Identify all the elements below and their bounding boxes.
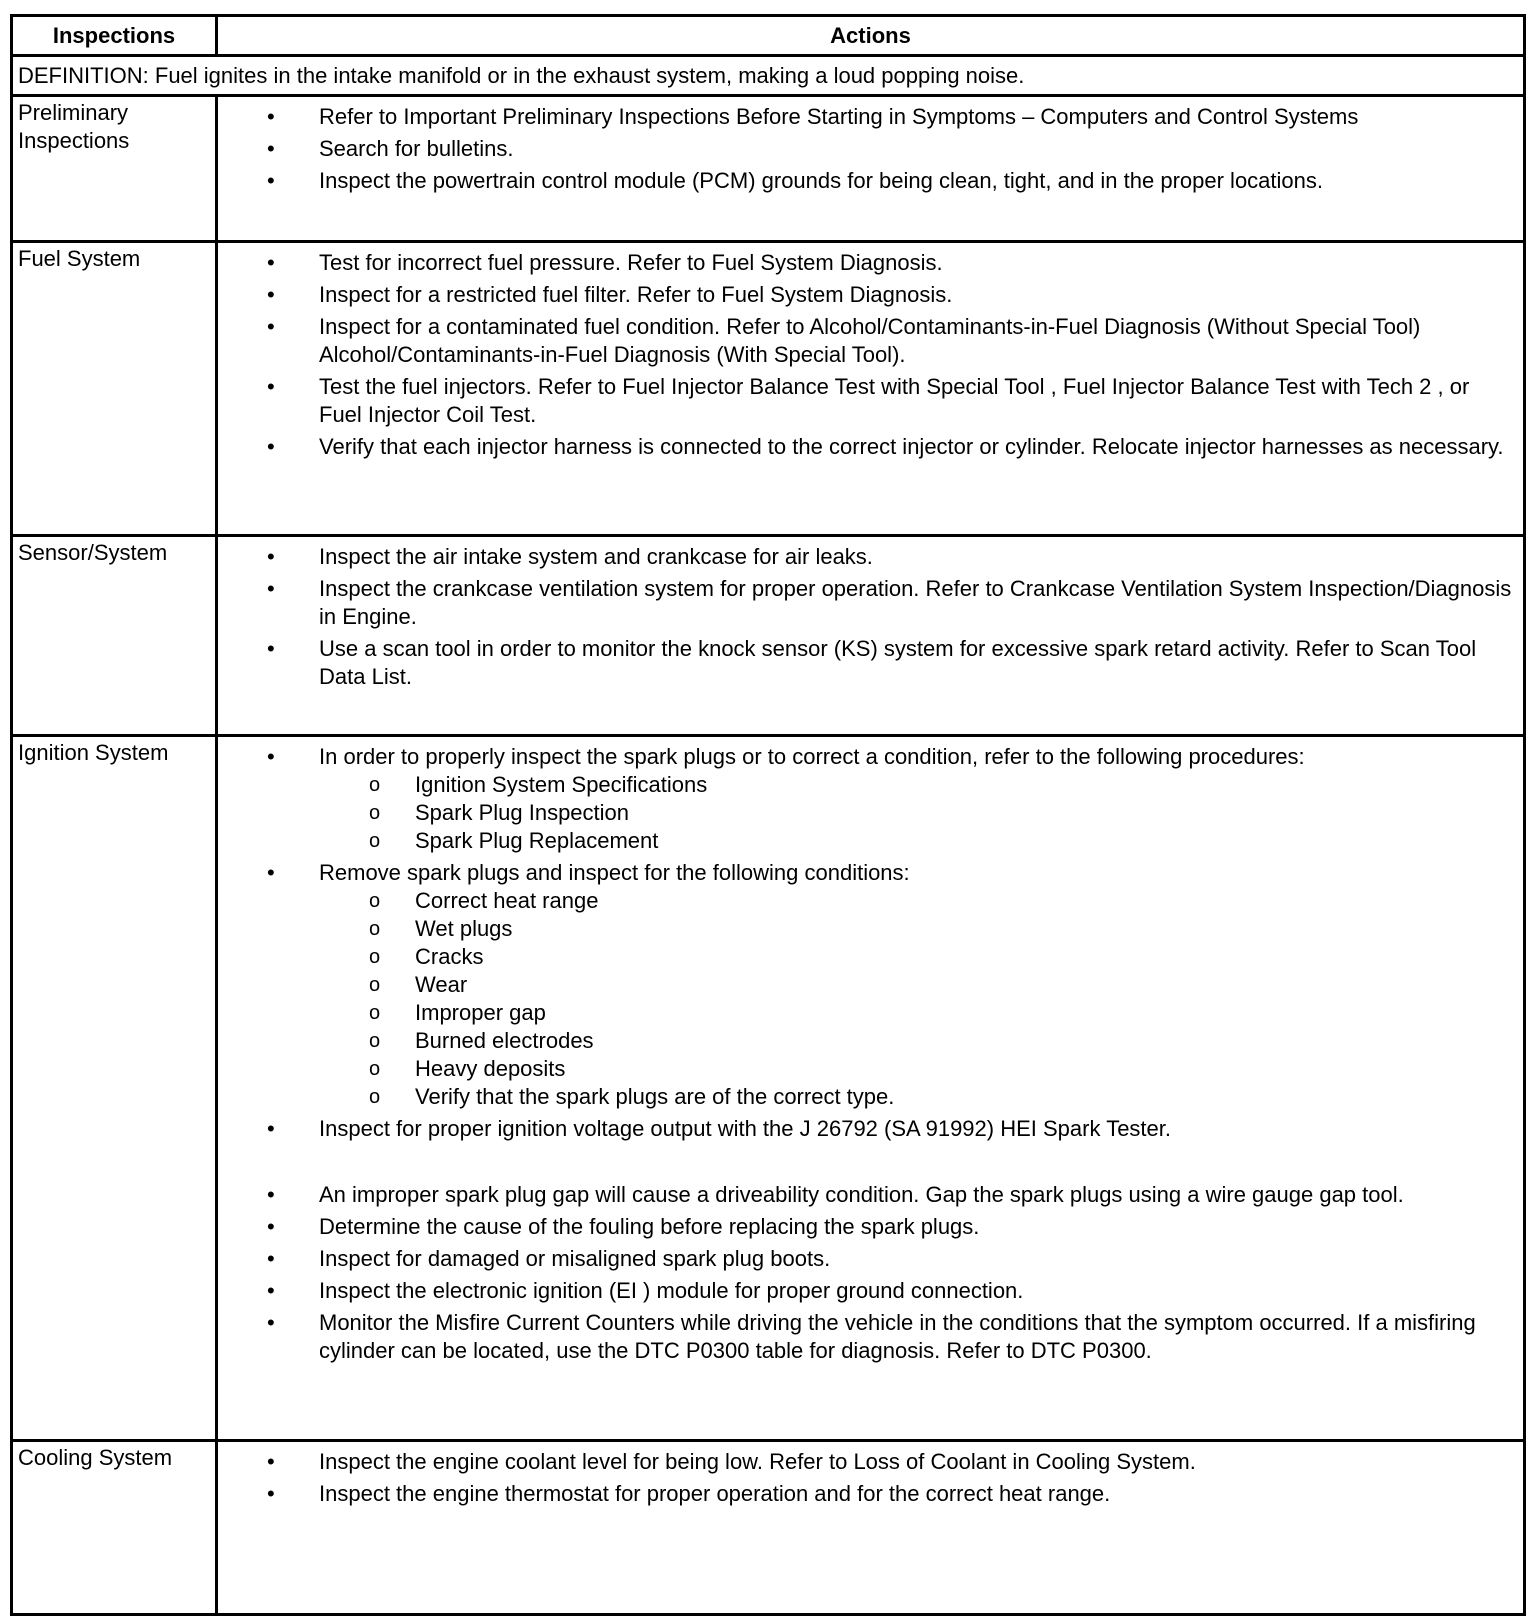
row-label: Preliminary Inspections — [18, 100, 130, 153]
action-item — [218, 1480, 1518, 1508]
action-item — [218, 433, 1518, 461]
action-item — [218, 1448, 1518, 1476]
sub-list — [319, 887, 1518, 1111]
action-text: Inspect the engine thermostat for proper operation and for the correct heat range. — [319, 1481, 1111, 1506]
definition-row — [13, 57, 1523, 97]
action-list — [218, 1448, 1518, 1512]
action-item — [218, 1277, 1518, 1305]
row-label: Ignition System — [18, 740, 169, 765]
definition-text: DEFINITION: Fuel ignites in the intake manifold or in the exhaust system, making a loud popping noise. — [18, 63, 1025, 88]
column-divider — [215, 97, 218, 1613]
table-header-row — [13, 17, 1523, 57]
table-row — [13, 737, 1523, 1442]
action-item — [218, 1213, 1518, 1241]
action-text: Inspect for a contaminated fuel condition. Refer to Alcohol/Contaminants-in-Fuel Diagnosis (Without Special Tool) Alcohol/Contaminants-in-Fuel Diagnosis (With Special Tool). — [319, 314, 1421, 367]
action-text: Inspect the air intake system and crankcase for air leaks. — [319, 544, 873, 569]
table-row — [13, 1442, 1523, 1613]
header-actions: Actions — [830, 22, 911, 48]
action-item — [218, 543, 1518, 571]
row-label: Sensor/System — [18, 540, 168, 565]
sub-item: o Cracks — [319, 943, 1518, 971]
action-list — [218, 543, 1518, 695]
action-list — [218, 103, 1518, 199]
sub-item: o Improper gap — [319, 999, 1518, 1027]
action-item — [218, 1181, 1518, 1209]
action-item — [218, 635, 1518, 691]
sub-item: o Verify that the spark plugs are of the correct type. — [319, 1083, 1518, 1111]
action-text: In order to properly inspect the spark plugs or to correct a condition, refer to the following procedures: — [319, 744, 1305, 769]
action-text: Search for bulletins. — [319, 136, 514, 161]
column-divider — [215, 17, 218, 54]
action-item — [218, 859, 1518, 1111]
action-text: An improper spark plug gap will cause a driveability condition. Gap the spark plugs using a wire gauge gap tool. — [319, 1182, 1404, 1207]
action-item — [218, 743, 1518, 855]
sub-item: o Wear — [319, 971, 1518, 999]
action-item — [218, 1245, 1518, 1273]
action-text: Inspect for a restricted fuel filter. Refer to Fuel System Diagnosis. — [319, 282, 953, 307]
action-text: Remove spark plugs and inspect for the following conditions: — [319, 860, 910, 885]
action-item — [218, 281, 1518, 309]
header-inspections: Inspections — [52, 22, 176, 48]
sub-item: o Spark Plug Replacement — [319, 827, 1518, 855]
action-item — [218, 1309, 1518, 1365]
table-row — [13, 537, 1523, 737]
action-item — [218, 373, 1518, 429]
row-label: Fuel System — [18, 246, 141, 271]
action-item — [218, 167, 1518, 195]
action-text: Use a scan tool in order to monitor the knock sensor (KS) system for excessive spark retard activity. Refer to Scan Tool Data List. — [319, 636, 1477, 689]
action-item — [218, 1115, 1518, 1143]
action-text: Inspect the powertrain control module (PCM) grounds for being clean, tight, and in the proper locations. — [319, 168, 1323, 193]
action-text: Inspect for proper ignition voltage output with the J 26792 (SA 91992) HEI Spark Tester. — [319, 1116, 1171, 1141]
sub-item: o Ignition System Specifications — [319, 771, 1518, 799]
table-row — [13, 97, 1523, 243]
action-text: Inspect for damaged or misaligned spark plug boots. — [319, 1246, 831, 1271]
action-text: Refer to Important Preliminary Inspections Before Starting in Symptoms – Computers and Control Systems — [319, 104, 1359, 129]
action-text: Inspect the crankcase ventilation system for proper operation. Refer to Crankcase Ventilation System Inspection/Diagnosis in Engine. — [319, 576, 1512, 629]
inspection-table — [10, 14, 1526, 1616]
sub-item: o Burned electrodes — [319, 1027, 1518, 1055]
action-text: Test the fuel injectors. Refer to Fuel Injector Balance Test with Special Tool , Fuel Injector Balance Test with Tech 2 , or Fuel Injector Coil Test. — [319, 374, 1470, 427]
action-item — [218, 575, 1518, 631]
table-row — [13, 243, 1523, 537]
action-text: Verify that each injector harness is connected to the correct injector or cylinder. Relocate injector harnesses as necessary. — [319, 434, 1504, 459]
action-text: Inspect the electronic ignition (EI ) module for proper ground connection. — [319, 1278, 1024, 1303]
sub-list — [319, 771, 1518, 855]
action-text: Monitor the Misfire Current Counters while driving the vehicle in the conditions that the symptom occurred. If a misfiring cylinder can be located, use the DTC P0300 table for diagnosis. Refer to DTC P0300. — [319, 1310, 1476, 1363]
sub-item: o Spark Plug Inspection — [319, 799, 1518, 827]
action-list — [218, 249, 1518, 465]
action-text: Determine the cause of the fouling before replacing the spark plugs. — [319, 1214, 980, 1239]
sub-item: o Heavy deposits — [319, 1055, 1518, 1083]
sub-item: o Wet plugs — [319, 915, 1518, 943]
action-item — [218, 103, 1518, 131]
row-label: Cooling System — [18, 1445, 173, 1470]
action-text: Inspect the engine coolant level for being low. Refer to Loss of Coolant in Cooling System. — [319, 1449, 1196, 1474]
action-item — [218, 313, 1518, 369]
action-text: Test for incorrect fuel pressure. Refer to Fuel System Diagnosis. — [319, 250, 943, 275]
action-list — [218, 743, 1518, 1369]
sub-item: o Correct heat range — [319, 887, 1518, 915]
action-item — [218, 249, 1518, 277]
action-item — [218, 135, 1518, 163]
